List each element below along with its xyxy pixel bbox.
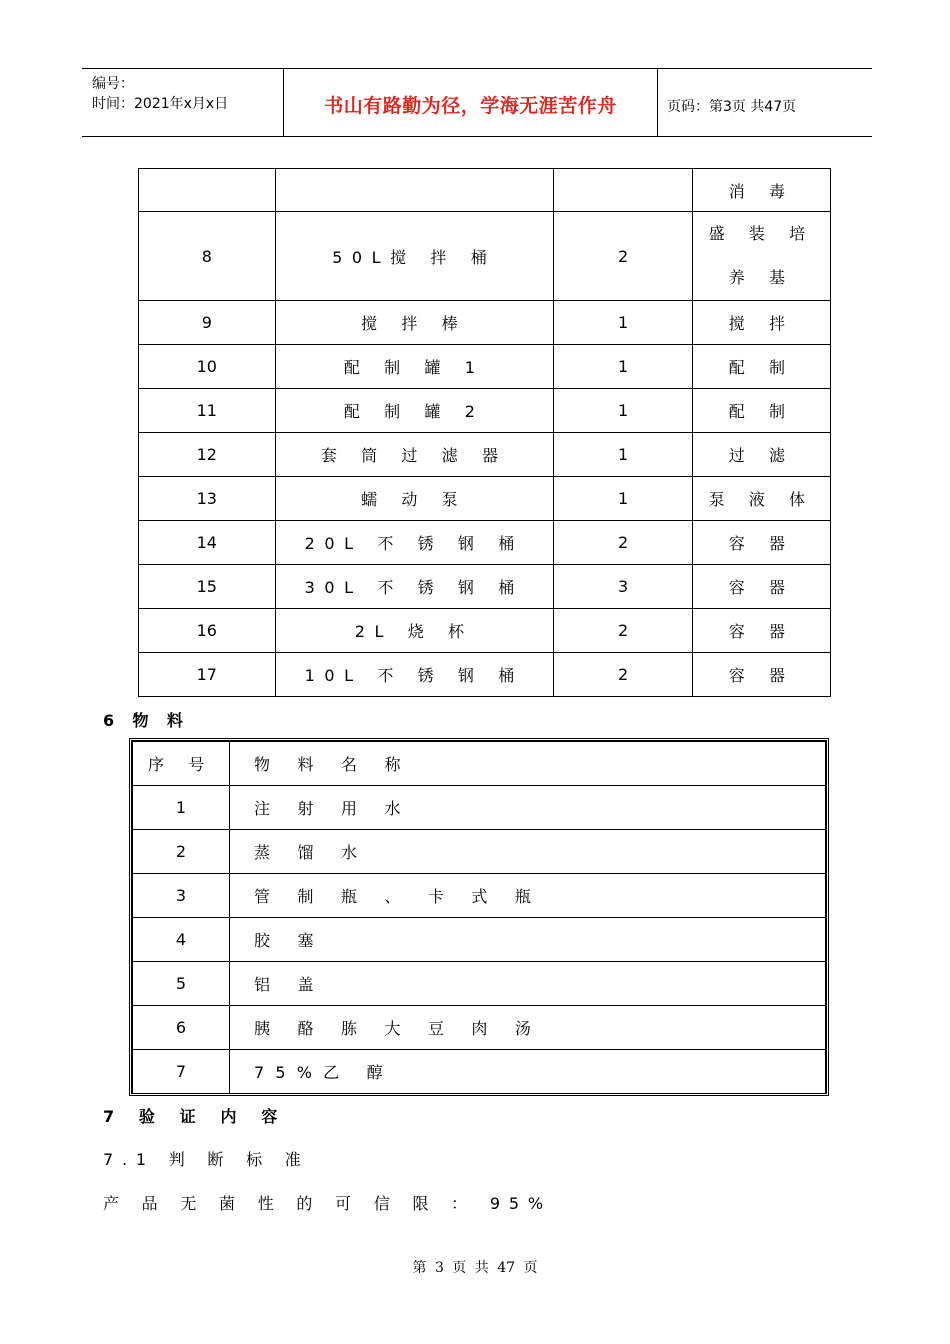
equipment-name-cell: 2L 烧 杯: [275, 609, 553, 653]
number-cell: 10: [139, 345, 276, 389]
usage-cell: 容 器: [693, 521, 831, 565]
usage-cell: 容 器: [693, 565, 831, 609]
equipment-name-cell: 配 制 罐 1: [275, 345, 553, 389]
usage-cell: 配 制: [693, 389, 831, 433]
table-row: [139, 565, 831, 609]
table-row: [133, 1050, 826, 1094]
number-cell: 13: [139, 477, 276, 521]
usage-cell: 过 滤: [693, 433, 831, 477]
table-header-row: [133, 742, 826, 786]
usage-cell: 泵 液 体: [693, 477, 831, 521]
equipment-name-cell: 配 制 罐 2: [275, 389, 553, 433]
number-cell: 2: [133, 830, 230, 874]
usage-cell: 容 器: [693, 653, 831, 697]
header-right-cell: [658, 69, 872, 136]
usage-line-2: 养 基: [728, 268, 795, 287]
equipment-table: [138, 168, 831, 697]
number-cell: 4: [133, 918, 230, 962]
equipment-name-cell: 20L 不 锈 钢 桶: [275, 521, 553, 565]
header-middle-cell: [284, 69, 658, 136]
table-row: [133, 786, 826, 830]
table-row: [133, 830, 826, 874]
material-name-cell: 75%乙 醇: [230, 1050, 826, 1094]
table-row: [139, 477, 831, 521]
document-time: 时间：2021年x月x日: [92, 96, 229, 112]
number-cell: 9: [139, 301, 276, 345]
usage-cell: 配 制: [693, 345, 831, 389]
quantity-cell: 3: [553, 565, 693, 609]
equipment-name-cell: 蠕 动 泵: [275, 477, 553, 521]
quantity-cell: 1: [553, 389, 693, 433]
equipment-name-cell: 30L 不 锈 钢 桶: [275, 565, 553, 609]
table-row: [139, 609, 831, 653]
equipment-name-cell: 搅 拌 棒: [275, 301, 553, 345]
quantity-cell: 1: [553, 301, 693, 345]
number-cell: 12: [139, 433, 276, 477]
section-7-heading: 7 验 证 内 容: [103, 1107, 287, 1126]
number-cell: 3: [133, 874, 230, 918]
number-cell: 11: [139, 389, 276, 433]
equipment-name-cell: 50L搅 拌 桶: [275, 212, 553, 301]
material-name-cell: 蒸 馏 水: [230, 830, 826, 874]
subsection-7-1-heading: 7.1 判 断 标 准: [103, 1150, 310, 1169]
material-name-cell: 管 制 瓶 、 卡 式 瓶: [230, 874, 826, 918]
number-cell: 6: [133, 1006, 230, 1050]
confidence-limit-text: 产 品 无 菌 性 的 可 信 限 ： 95%: [103, 1194, 552, 1213]
number-cell: 14: [139, 521, 276, 565]
number-cell: 15: [139, 565, 276, 609]
usage-cell: 搅 拌: [693, 301, 831, 345]
number-cell: 1: [133, 786, 230, 830]
table-row: [133, 874, 826, 918]
table-row: [139, 521, 831, 565]
table-row: [139, 433, 831, 477]
quantity-cell: 2: [553, 609, 693, 653]
quantity-cell: 1: [553, 477, 693, 521]
table-row: [139, 345, 831, 389]
table-row: [133, 918, 826, 962]
materials-table: [132, 741, 826, 1094]
table-row: [133, 962, 826, 1006]
quantity-cell: 2: [553, 653, 693, 697]
table-row: [139, 169, 831, 212]
column-header-material: 物 料 名 称: [230, 742, 826, 786]
quantity-cell: 2: [553, 521, 693, 565]
usage-cell: 消 毒: [693, 169, 831, 212]
table-row: [139, 212, 831, 301]
material-name-cell: 胰 酪 胨 大 豆 肉 汤: [230, 1006, 826, 1050]
material-name-cell: 注 射 用 水: [230, 786, 826, 830]
section-6-heading: 6 物 料: [103, 711, 190, 730]
table-row: [139, 301, 831, 345]
material-name-cell: 铝 盖: [230, 962, 826, 1006]
usage-cell: [693, 212, 831, 301]
header-motto: 书山有路勤为径，学海无涯苦作舟: [324, 95, 617, 117]
number-cell: 5: [133, 962, 230, 1006]
header-page-number: 页码：第3页 共47页: [667, 99, 797, 115]
number-cell: 7: [133, 1050, 230, 1094]
header-left-cell: [82, 69, 284, 136]
equipment-name-cell: 套 筒 过 滤 器: [275, 433, 553, 477]
page-footer: 第 3 页 共 47 页: [412, 1260, 538, 1276]
quantity-cell: 1: [553, 433, 693, 477]
number-cell: 8: [139, 212, 276, 301]
quantity-cell: 1: [553, 345, 693, 389]
table-row: [133, 1006, 826, 1050]
number-cell: 16: [139, 609, 276, 653]
number-cell: 17: [139, 653, 276, 697]
column-header-number: 序 号: [133, 742, 230, 786]
materials-table-frame: [129, 738, 829, 1096]
page-header: [82, 68, 872, 137]
quantity-cell: 2: [553, 212, 693, 301]
usage-cell: 容 器: [693, 609, 831, 653]
table-row: [139, 653, 831, 697]
material-name-cell: 胶 塞: [230, 918, 826, 962]
document-number: 编号：: [92, 76, 134, 92]
table-row: [139, 389, 831, 433]
usage-line-1: 盛 装 培: [708, 224, 815, 243]
equipment-name-cell: 10L 不 锈 钢 桶: [275, 653, 553, 697]
